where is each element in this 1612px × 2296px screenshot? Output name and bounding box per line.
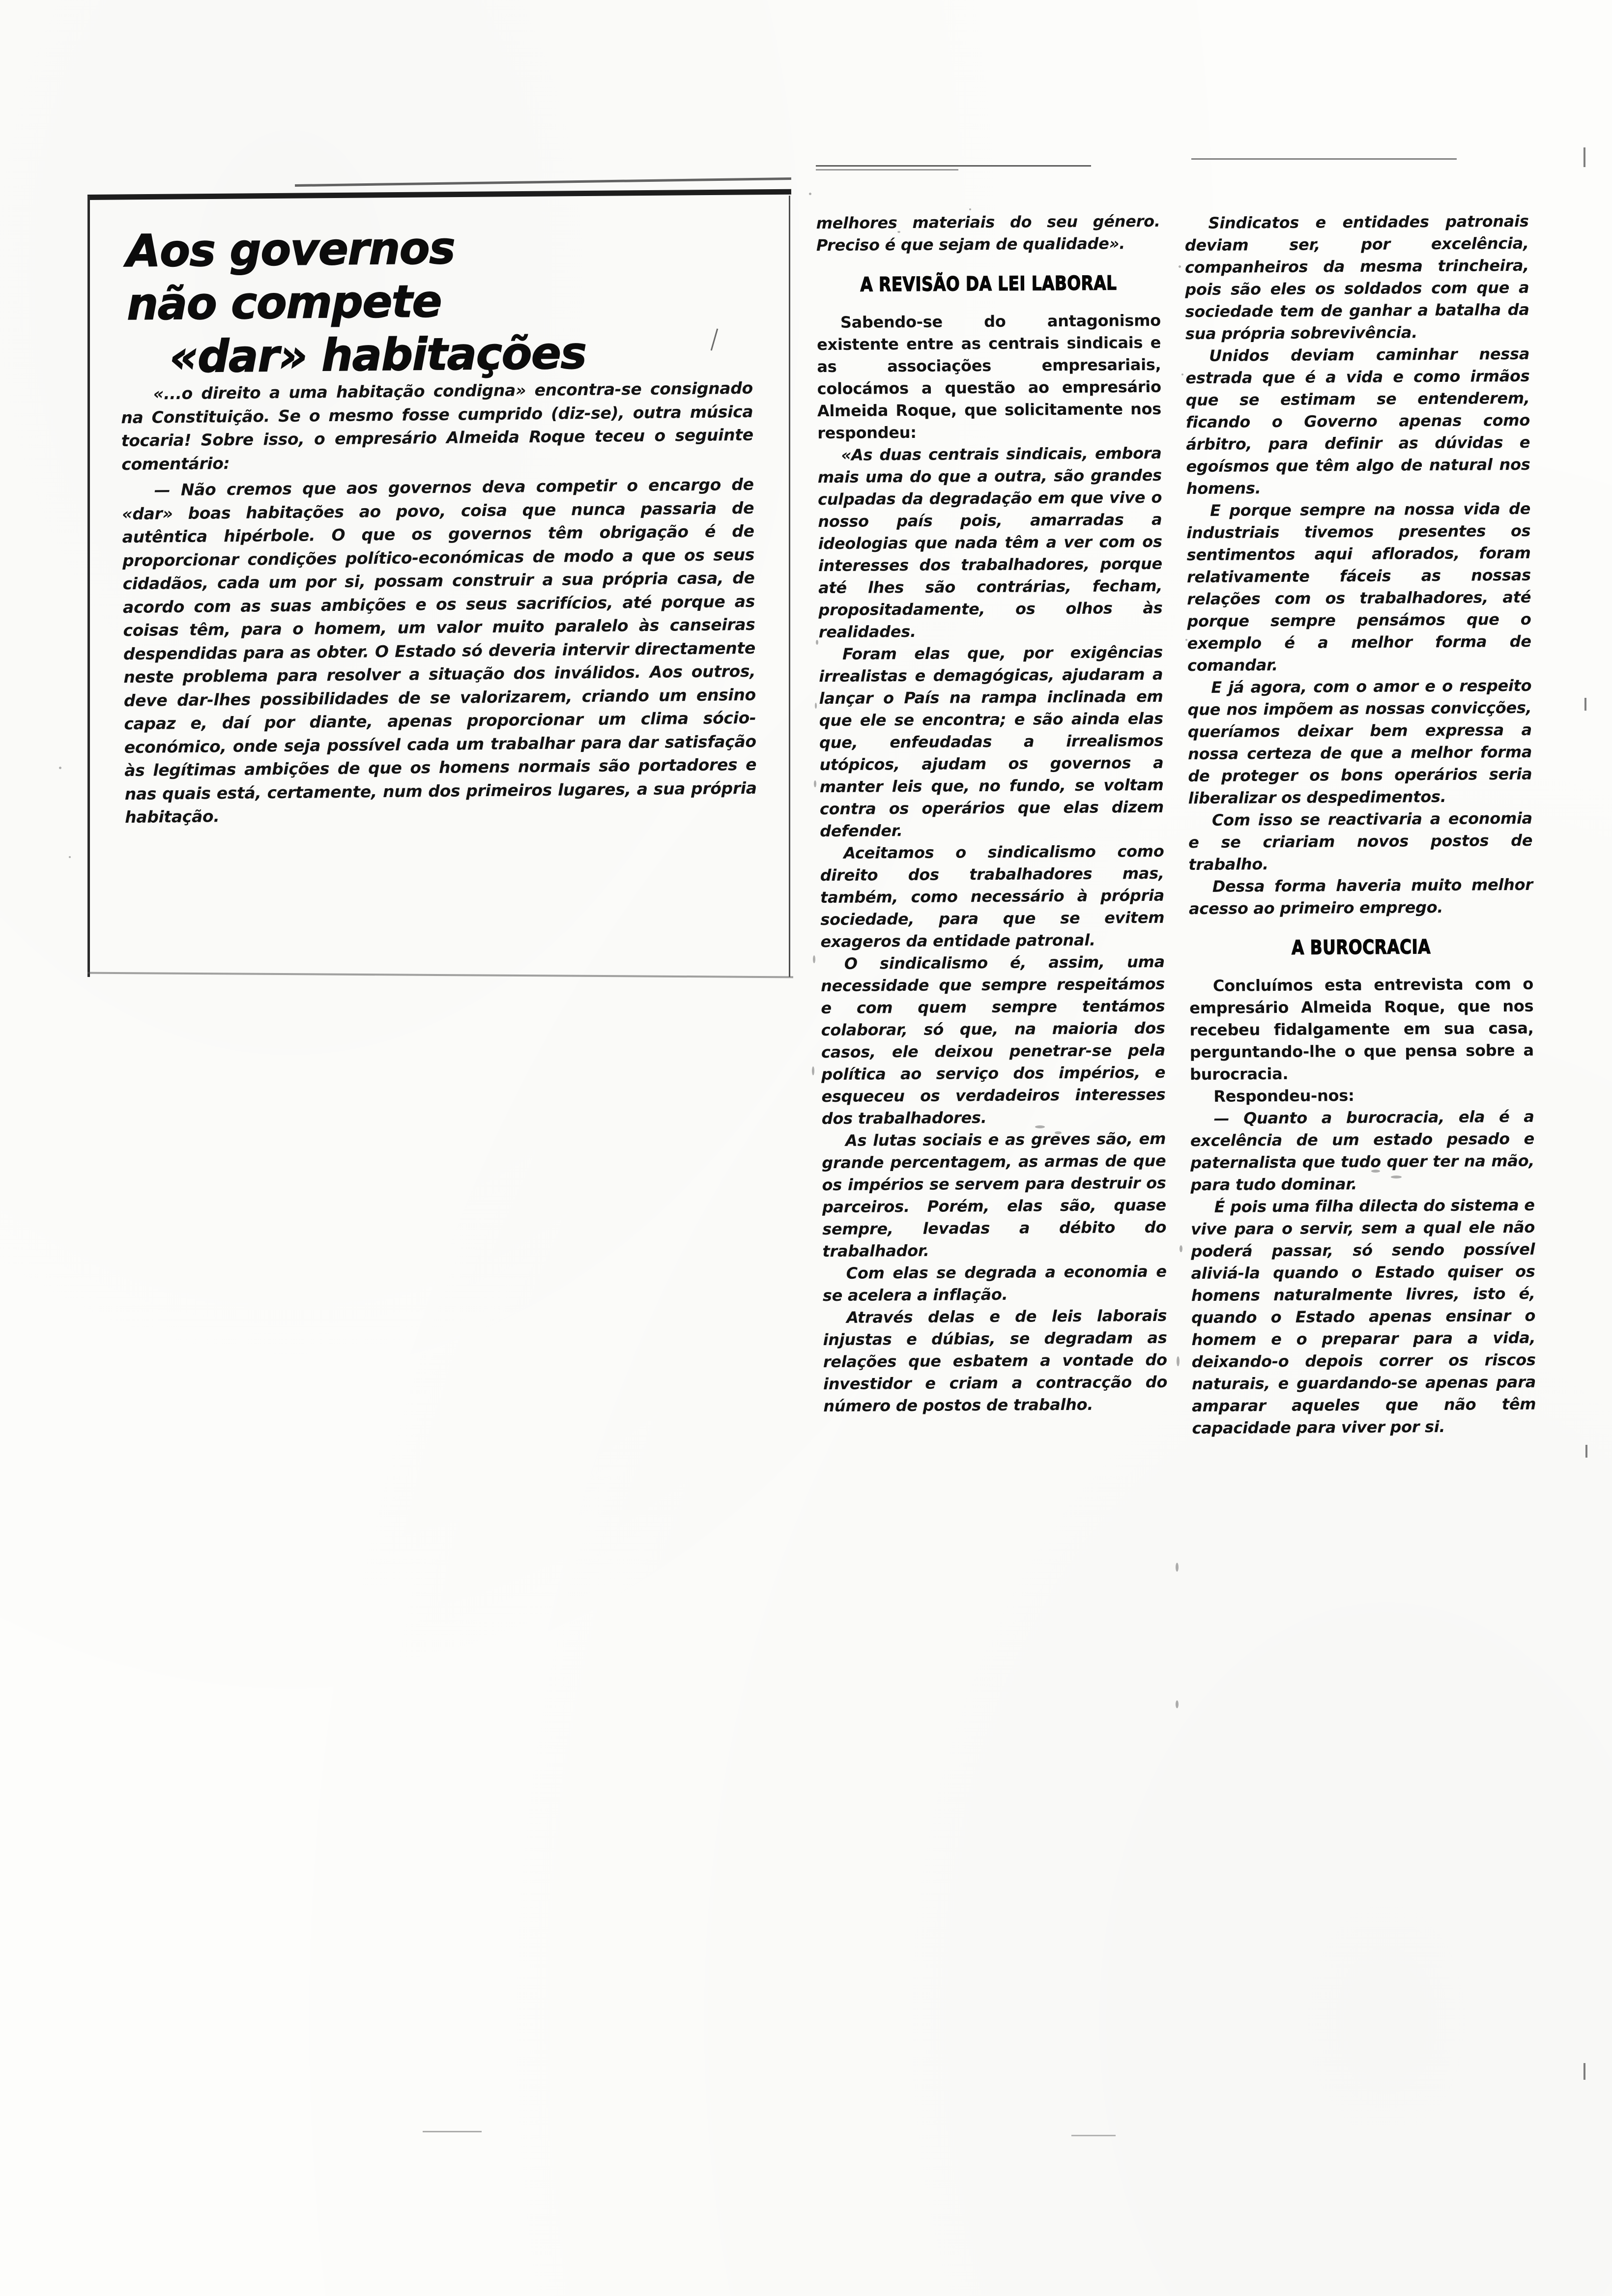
right-paragraph: Concluímos esta entrevista com o empresário Almeida Roque, que nos recebeu fidalgamente em sua casa, perguntando-lhe o que pensa sobre a burocracia. — [1189, 974, 1534, 1084]
scan-speck — [1176, 1700, 1179, 1708]
middle-paragraph: As lutas sociais e as greves são, em grande percentagem, as armas de que os impérios se servem para destruir os parceiros. Porém, elas são, quase sempre, levadas a débito do trabalhador. — [822, 1129, 1167, 1261]
middle-paragraph: Sabendo-se do antagonismo existente entre as centrais sindicais e as associações empresariais, colocámos a questão ao empresário Almeida Roque, que solicitamente nos respondeu: — [817, 311, 1162, 443]
scan-speck — [1180, 1245, 1182, 1252]
middle-column-top-rule-secondary — [816, 169, 958, 171]
right-column-top-rule — [1191, 158, 1457, 160]
headline-line-2: não compete — [126, 275, 442, 331]
right-paragraph: É pois uma filha dilecta do sistema e vive para o servir, sem a qual ele não poderá passar, só sendo possível aliviá-la quando o Estado quiser os homens naturalmente livres, isto é, quando o Estado apenas ensinar o homem e o preparar para a vida, deixando-o depois correr os riscos naturais, e guardando-se apenas para amparar aqueles que não têm capacidade para viver por si. — [1190, 1195, 1536, 1438]
right-paragraph: Dessa forma haveria muito melhor acesso ao primeiro emprego. — [1188, 875, 1533, 918]
middle-paragraph: Aceitamos o sindicalismo como direito dos trabalhadores mas, também, como necessário à própria sociedade, para que se evitem exageros da entidade patronal. — [820, 841, 1165, 951]
headline-line-1: Aos governos — [126, 222, 455, 278]
edge-register-mark — [1583, 147, 1585, 167]
edge-register-mark — [1583, 2063, 1585, 2080]
scan-speck — [809, 193, 811, 195]
middle-paragraph: Através delas e de leis laborais injustas e dúbias, se degradam as relações que esbatem a vontade do investidor e criam a contracção do número de postos de trabalho. — [823, 1306, 1168, 1416]
right-paragraph: Respondeu-nos: — [1213, 1086, 1354, 1106]
middle-column-top-rule — [816, 165, 1091, 167]
middle-paragraph: Com elas se degrada a economia e se acelera a inflação. — [822, 1262, 1167, 1305]
right-paragraph: Sindicatos e entidades patronais deviam ser, por excelência, companheiros da mesma trincheira, pois são eles os soldados com que a sociedade tem de ganhar a batalha da sua própria sobrevivência. — [1184, 211, 1529, 344]
section-heading-lei-laboral: A REVISÃO DA LEI LABORAL — [860, 272, 1117, 296]
scan-speck — [814, 780, 816, 787]
section-heading-burocracia: A BUROCRACIA — [1291, 936, 1431, 959]
scan-speck — [815, 703, 817, 709]
lead-article-body — [121, 376, 757, 829]
scan-speck — [1176, 1563, 1179, 1572]
scan-speck — [816, 640, 818, 645]
clipping-top-rule-secondary — [295, 177, 791, 187]
middle-continuation-paragraph: melhores materiais do seu género. Preciso é que sejam de qualidade». — [816, 211, 1160, 255]
lead-intro-paragraph: «...o direito a uma habitação condigna» encontra-se consignado na Constituição. Se o mesmo fosse cumprido (diz-se), outra música tocaria! Sobre isso, o empresário Almeida Roque teceu o seguinte comentário: — [121, 378, 753, 474]
edge-register-mark — [1585, 1445, 1587, 1458]
scan-speck — [1181, 373, 1183, 375]
right-paragraph: Unidos deviam caminhar nessa estrada que é a vida e como irmãos que se estimam se entenderem, ficando o Governo apenas como árbitro, para definir as dúvidas e egoísmos que têm algo de natural nos homens. — [1185, 344, 1530, 498]
right-paragraph: — Quanto a burocracia, ela é a excelência de um estado pesado e paternalista que tudo quer ter na mão, para tudo dominar. — [1190, 1107, 1535, 1195]
right-paragraph: E porque sempre na nossa vida de industriais tivemos presentes os sentimentos aqui aflorados, foram relativamente fáceis as nossas relações com os trabalhadores, até porque sempre pensámos que o exemplo é a melhor forma de comandar. — [1186, 499, 1531, 675]
middle-paragraph: O sindicalismo é, assim, uma necessidade que sempre respeitámos e com quem sempre tentámos colaborar, só que, na maioria dos casos, ele deixou penetrar-se pela política ao serviço dos impérios, e esqueceu os verdadeiros interesses dos trabalhadores. — [821, 952, 1166, 1128]
scan-speck — [1179, 265, 1181, 268]
scan-speck — [59, 767, 61, 769]
scan-speck — [1177, 1356, 1180, 1366]
middle-paragraph: «As duas centrais sindicais, embora mais uma do que a outra, são grandes culpadas da degradação em que vive o nosso país pois, amarradas a ideologias que nada têm a ver com os interesses dos trabalhadores, porque até lhes são contrárias, fecham, propositadamente, os olhos às realidades. — [817, 443, 1163, 642]
middle-column — [816, 210, 1168, 1417]
scan-speck — [813, 955, 815, 963]
article-headline — [126, 219, 747, 384]
scan-speck — [69, 856, 71, 858]
middle-paragraph: Foram elas que, por exigências irrealistas e demagógicas, ajudaram a lançar o País na rampa inclinada em que ele se encontra; e são ainda elas que, enfeudadas a irrealismos utópicos, ajudam os governos a manter leis que, no fundo, se voltam contra os operários que elas dizem defender. — [819, 642, 1164, 841]
edge-register-mark — [1071, 2135, 1116, 2136]
edge-register-mark — [1584, 698, 1586, 711]
headline-line-3: «dar» habitações — [169, 327, 587, 383]
scan-speck — [969, 208, 971, 210]
right-paragraph: E já agora, com o amor e o respeito que nos impõem as nossas convicções, queríamos deixar bem expressa a nossa certeza de que a melhor forma de proteger os bons operários seria liberalizar os despedimentos. — [1187, 676, 1532, 808]
scan-speck — [812, 1066, 814, 1075]
edge-register-mark — [423, 2131, 482, 2132]
right-column — [1184, 210, 1536, 1439]
right-paragraph: Com isso se reactivaria a economia e se criariam novos postos de trabalho. — [1188, 808, 1533, 874]
lead-quote-paragraph: — Não cremos que aos governos deva competir o encargo de «dar» boas habitações ao povo, coisa que nunca passaria de autêntica hipérbole. O que os governos têm obrigação é de proporcionar condições político-económicas de modo a que os seus cidadãos, cada um por si, possam construir a sua própria casa, de acordo com as suas ambições e os seus sacrifícios, até porque as coisas têm, para o homem, um valor muito paralelo às canseiras despendidas para as obter. O Estado só deveria intervir directamente neste problema para resolver a situação dos inválidos. Aos outros, deve dar-lhes possibilidades de se valorizarem, criando um ensino capaz e, daí por diante, apenas proporcionar um clima sócio-económico, onde seja possível cada um trabalhar para dar satisfação às legítimas ambições de que os homens normais são portadores e nas quais está, certamente, num dos primeiros lugares, a sua própria habitação. — [122, 474, 757, 827]
